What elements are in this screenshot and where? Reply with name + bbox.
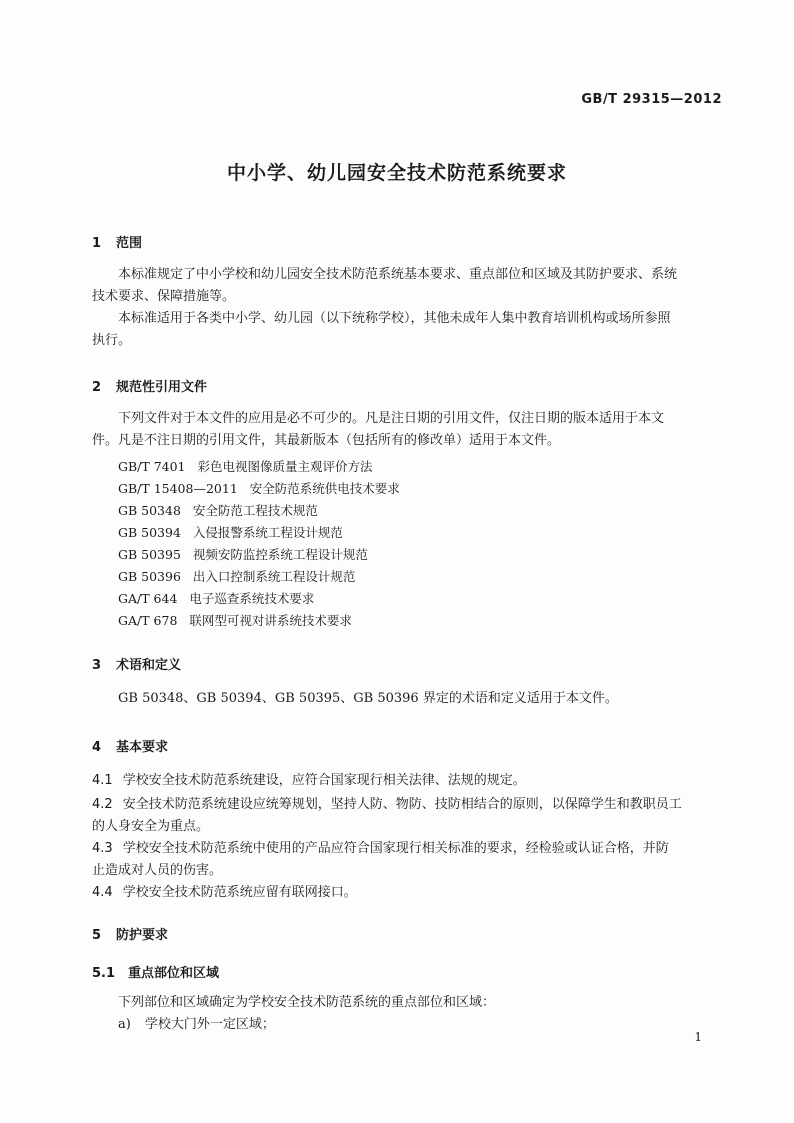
clause-number: 4.3 bbox=[92, 841, 113, 856]
section-heading-5 bbox=[92, 924, 168, 943]
reference-item bbox=[118, 610, 352, 631]
page-number: 1 bbox=[694, 1030, 702, 1044]
reference-title: 出入口控制系统工程设计规范 bbox=[192, 569, 356, 584]
clause-4-1 bbox=[92, 770, 714, 792]
clause-text-continued: 止造成对人员的伤害。 bbox=[92, 863, 223, 878]
subsection-title: 重点部位和区域 bbox=[128, 966, 220, 981]
clause-text-continued: 的人身安全为重点。 bbox=[92, 819, 210, 834]
document-title: 中小学、幼儿园安全技术防范系统要求 bbox=[226, 162, 567, 184]
reference-item bbox=[118, 544, 368, 565]
reference-item bbox=[118, 478, 400, 499]
reference-title: 入侵报警系统工程设计规范 bbox=[192, 525, 343, 540]
reference-code: GA/T 678 bbox=[118, 613, 178, 628]
section-title: 基本要求 bbox=[116, 740, 169, 755]
list-item-text: 学校大门外一定区域； bbox=[144, 1017, 275, 1032]
reference-item bbox=[118, 500, 318, 521]
reference-code: GB 50396 bbox=[118, 569, 181, 584]
section-number: 1 bbox=[92, 236, 102, 251]
clause-number: 4.1 bbox=[92, 773, 113, 788]
clause-number: 4.2 bbox=[92, 797, 113, 812]
section-title: 规范性引用文件 bbox=[116, 380, 208, 395]
clause-text: 学校安全技术防范系统建设，应符合国家现行相关法律、法规的规定。 bbox=[122, 773, 526, 788]
section-title: 范围 bbox=[116, 236, 143, 251]
reference-title: 联网型可视对讲系统技术要求 bbox=[189, 613, 352, 628]
section-number: 5 bbox=[92, 928, 102, 943]
paragraph-line: GB 50348、GB 50394、GB 50395、GB 50396 界定的术语和定义适用于本文件。 bbox=[118, 691, 618, 706]
paragraph-line: 技术要求、保障措施等。 bbox=[92, 289, 236, 304]
list-item-a bbox=[118, 1014, 275, 1036]
reference-code: GB 50348 bbox=[118, 503, 181, 518]
reference-title: 彩色电视图像质量主观评价方法 bbox=[197, 459, 373, 474]
paragraph-line: 下列部位和区域确定为学校安全技术防范系统的重点部位和区域： bbox=[118, 995, 496, 1010]
reference-code: GB/T 15408—2011 bbox=[118, 481, 238, 496]
section-heading-3 bbox=[92, 654, 181, 673]
clause-4-3 bbox=[92, 838, 714, 860]
reference-item bbox=[118, 588, 314, 609]
reference-item bbox=[118, 522, 343, 543]
clause-text: 学校安全技术防范系统中使用的产品应符合国家现行相关标准的要求，经检验或认证合格，并防 bbox=[122, 841, 669, 856]
reference-code: GB/T 7401 bbox=[118, 459, 186, 474]
reference-code: GA/T 644 bbox=[118, 591, 178, 606]
paragraph-line: 本标准适用于各类中小学、幼儿园（以下统称学校），其他未成年人集中教育培训机构或场所参照 bbox=[118, 311, 671, 326]
clause-number: 4.4 bbox=[92, 885, 113, 900]
reference-item bbox=[118, 456, 373, 477]
reference-title: 视频安防监控系统工程设计规范 bbox=[192, 547, 368, 562]
reference-code: GB 50394 bbox=[118, 525, 181, 540]
reference-title: 安全防范系统供电技术要求 bbox=[249, 481, 400, 496]
standard-code: GB/T 29315—2012 bbox=[581, 92, 722, 107]
section-number: 3 bbox=[92, 658, 102, 673]
clause-text: 学校安全技术防范系统应留有联网接口。 bbox=[122, 885, 357, 900]
reference-title: 安全防范工程技术规范 bbox=[192, 503, 318, 518]
clause-4-2 bbox=[92, 794, 714, 816]
reference-title: 电子巡查系统技术要求 bbox=[189, 591, 315, 606]
paragraph-line: 下列文件对于本文件的应用是必不可少的。凡是注日期的引用文件，仅注日期的版本适用于本文 bbox=[118, 411, 665, 426]
section-heading-1 bbox=[92, 232, 142, 251]
section-title: 防护要求 bbox=[116, 928, 169, 943]
section-title: 术语和定义 bbox=[116, 658, 182, 673]
section-number: 2 bbox=[92, 380, 102, 395]
clause-4-4 bbox=[92, 882, 714, 904]
paragraph-line: 执行。 bbox=[92, 333, 132, 348]
paragraph-line: 件。凡是不注日期的引用文件，其最新版本（包括所有的修改单）适用于本文件。 bbox=[92, 433, 561, 448]
reference-code: GB 50395 bbox=[118, 547, 181, 562]
reference-item bbox=[118, 566, 355, 587]
clause-text: 安全技术防范系统建设应统筹规划，坚持人防、物防、技防相结合的原则，以保障学生和教职员工 bbox=[122, 797, 682, 812]
section-heading-4 bbox=[92, 736, 168, 755]
section-number: 4 bbox=[92, 740, 102, 755]
subsection-number: 5.1 bbox=[92, 966, 116, 981]
section-heading-2 bbox=[92, 376, 207, 395]
list-item-label: a) bbox=[118, 1017, 131, 1032]
paragraph-line: 本标准规定了中小学校和幼儿园安全技术防范系统基本要求、重点部位和区域及其防护要求、系统 bbox=[118, 267, 678, 282]
subsection-heading-5-1 bbox=[92, 962, 219, 981]
